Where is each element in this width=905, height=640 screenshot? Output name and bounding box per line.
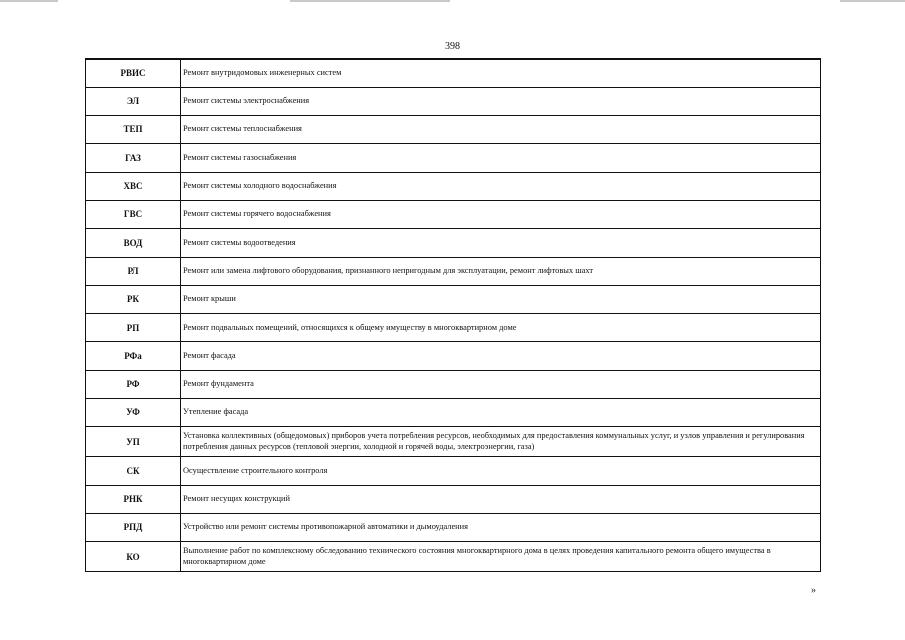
table-row	[86, 285, 821, 313]
row-description: Осуществление строительного контроля	[181, 457, 821, 485]
table-row	[86, 87, 821, 115]
page-number: 398	[445, 41, 460, 52]
abbreviations-table	[85, 58, 821, 572]
row-description: Ремонт или замена лифтового оборудования, признанного непригодным для эксплуатации, ремонт лифтовых шахт	[181, 257, 821, 285]
row-code: РФа	[86, 342, 181, 370]
scan-edge-middle	[290, 0, 450, 2]
row-code: КО	[86, 542, 181, 572]
row-description: Ремонт крыши	[181, 285, 821, 313]
row-description: Ремонт системы водоотведения	[181, 229, 821, 257]
table-row	[86, 116, 821, 144]
row-code: СК	[86, 457, 181, 485]
row-code: ВОД	[86, 229, 181, 257]
row-code: РК	[86, 285, 181, 313]
row-description: Ремонт подвальных помещений, относящихся к общему имуществу в многоквартирном доме	[181, 314, 821, 342]
table-row	[86, 314, 821, 342]
row-code: РЛ	[86, 257, 181, 285]
row-code: РП	[86, 314, 181, 342]
table-row	[86, 144, 821, 172]
row-description: Ремонт системы газоснабжения	[181, 144, 821, 172]
table-row	[86, 200, 821, 228]
row-code: УФ	[86, 399, 181, 427]
row-code: УП	[86, 427, 181, 457]
row-code: РВИС	[86, 59, 181, 87]
continuation-mark: »	[811, 585, 816, 596]
table-row	[86, 542, 821, 572]
row-code: ГАЗ	[86, 144, 181, 172]
table-row	[86, 229, 821, 257]
row-description: Утепление фасада	[181, 399, 821, 427]
scan-edge-right	[840, 0, 905, 2]
row-description: Ремонт фундамента	[181, 370, 821, 398]
scan-edge-left	[0, 0, 58, 2]
row-description: Ремонт внутридомовых инженерных систем	[181, 59, 821, 87]
row-code: РПД	[86, 513, 181, 541]
row-description: Установка коллективных (общедомовых) приборов учета потребления ресурсов, необходимых для предоставления коммунальных услуг, и узлов управления и регулирования потребления данных ресурсов (тепловой энергии, холодной и горячей воды, электроэнергии, газа)	[181, 427, 821, 457]
row-code: РФ	[86, 370, 181, 398]
row-code: ЭЛ	[86, 87, 181, 115]
table-row	[86, 172, 821, 200]
row-description: Ремонт системы электроснабжения	[181, 87, 821, 115]
table-row	[86, 399, 821, 427]
row-description: Ремонт системы теплоснабжения	[181, 116, 821, 144]
row-description: Ремонт несущих конструкций	[181, 485, 821, 513]
row-description: Ремонт системы холодного водоснабжения	[181, 172, 821, 200]
row-description: Ремонт системы горячего водоснабжения	[181, 200, 821, 228]
row-code: ТЕП	[86, 116, 181, 144]
row-code: ХВС	[86, 172, 181, 200]
table-row	[86, 257, 821, 285]
table-row	[86, 457, 821, 485]
row-description: Выполнение работ по комплексному обследованию технического состояния многоквартирного дома в целях проведения капитального ремонта общего имущества в многоквартирном доме	[181, 542, 821, 572]
table-row	[86, 370, 821, 398]
row-description: Устройство или ремонт системы противопожарной автоматики и дымоудаления	[181, 513, 821, 541]
table-row	[86, 427, 821, 457]
row-description: Ремонт фасада	[181, 342, 821, 370]
row-code: РНК	[86, 485, 181, 513]
row-code: ГВС	[86, 200, 181, 228]
table-row	[86, 485, 821, 513]
table-row	[86, 59, 821, 87]
table-row	[86, 513, 821, 541]
table-row	[86, 342, 821, 370]
